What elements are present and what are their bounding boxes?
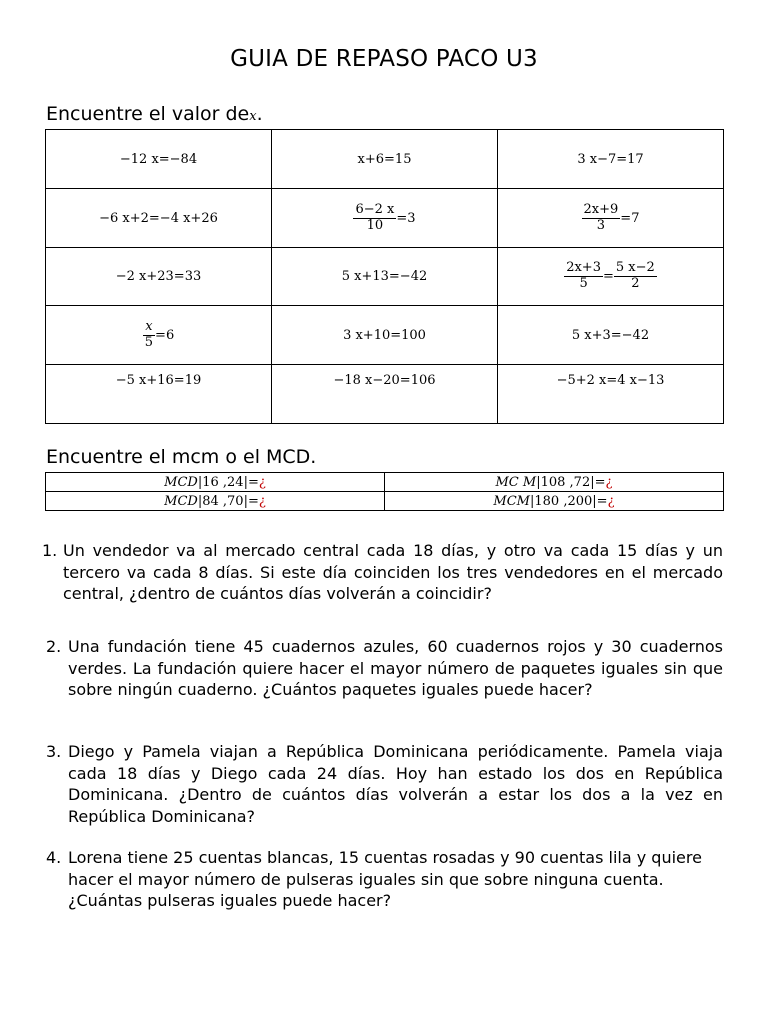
heading-period: . — [256, 103, 263, 125]
problem-text: Un vendedor va al mercado central cada 18 días, y otro va cada 15 días y un tercero va cada 8 días. Si este día coinciden los tres vendedores en el mercado central, ¿dentro de cuántos días volverán a coincidir? — [63, 541, 723, 603]
heading-text: Encuentre el valor de — [46, 103, 250, 125]
problem-text: Una fundación tiene 45 cuadernos azules, 60 cuadernos rojos y 30 cuadernos verdes. La fundación quiere hacer el mayor número de paquetes iguales sin que sobre ningún cuaderno. ¿Cuántos paquetes iguales puede hacer? — [68, 637, 723, 699]
mcm-cell: MCD|16 ,24|=¿ — [46, 473, 385, 492]
equation-cell: −12 x=−84 — [46, 130, 272, 189]
equation-cell: $\frac{2x+3}{5}$ = $\frac{5 x-2}{2}$ — [498, 248, 724, 306]
fraction: $\frac{2x+9}{3}$ — [583, 201, 619, 233]
equation-cell: $\frac{2x+9}{3}$ =7 — [498, 189, 724, 248]
equation-row — [46, 365, 724, 424]
fraction: $\frac{2x+3}{5}$ — [566, 260, 601, 291]
equation-cell: $\frac{6-2 x}{10}$ =3 — [272, 189, 498, 248]
mcm-cell: MCD|84 ,70|=¿ — [46, 492, 385, 511]
problem-number: 1. — [42, 541, 58, 560]
mcm-row — [46, 473, 724, 492]
equation-cell: 5 x+3=−42 — [498, 306, 724, 365]
equation-cell: −6 x+2=−4 x+26 — [46, 189, 272, 248]
fraction: $\frac{5 x-2}{2}$ — [615, 260, 655, 291]
equation-row — [46, 306, 724, 365]
problem-number: 3. — [46, 742, 62, 761]
mcm-cell: MCM|180 ,200|=¿ — [385, 492, 724, 511]
equation-row — [46, 130, 724, 189]
equation-cell: −2 x+23=33 — [46, 248, 272, 306]
mcm-cell: MC M|108 ,72|=¿ — [385, 473, 724, 492]
problem-text: Lorena tiene 25 cuentas blancas, 15 cuentas rosadas y 90 cuentas lila y quiere hacer el mayor número de pulseras iguales sin que sobre ninguna cuenta. ¿Cuántas pulseras iguales puede hacer? — [68, 848, 702, 910]
problem-1 — [42, 540, 723, 605]
section-heading-mcm: Encuentre el mcm o el MCD. — [46, 446, 317, 468]
equation-cell: $\frac{x}{5}$ =6 — [46, 306, 272, 365]
equation-cell: x+6=15 — [272, 130, 498, 189]
equation-row — [46, 189, 724, 248]
heading-variable: x — [249, 109, 257, 124]
page-title: GUIA DE REPASO PACO U3 — [230, 46, 538, 72]
fraction: $\frac{x}{5}$ — [144, 318, 154, 350]
mcm-table — [45, 472, 724, 511]
problem-number: 4. — [46, 848, 62, 867]
problem-3 — [42, 741, 723, 827]
equation-row — [46, 248, 724, 306]
equation-cell: −18 x−20=106 — [272, 365, 498, 424]
equation-cell: 3 x+10=100 — [272, 306, 498, 365]
mcm-row — [46, 492, 724, 511]
equation-cell: −5+2 x=4 x−13 — [498, 365, 724, 424]
problem-4 — [42, 847, 723, 912]
equation-cell: 3 x−7=17 — [498, 130, 724, 189]
section-heading-equations — [46, 103, 263, 125]
equations-table — [45, 129, 724, 424]
equation-cell: 5 x+13=−42 — [272, 248, 498, 306]
problem-number: 2. — [46, 637, 62, 656]
problem-2 — [42, 636, 723, 701]
equation-cell: −5 x+16=19 — [46, 365, 272, 424]
problem-text: Diego y Pamela viajan a República Dominicana periódicamente. Pamela viaja cada 18 días y Diego cada 24 días. Hoy han estado los dos en República Dominicana. ¿Dentro de cuántos días volverán a estar los dos a la vez en República Dominicana? — [68, 742, 723, 826]
fraction: $\frac{6-2 x}{10}$ — [355, 201, 395, 233]
